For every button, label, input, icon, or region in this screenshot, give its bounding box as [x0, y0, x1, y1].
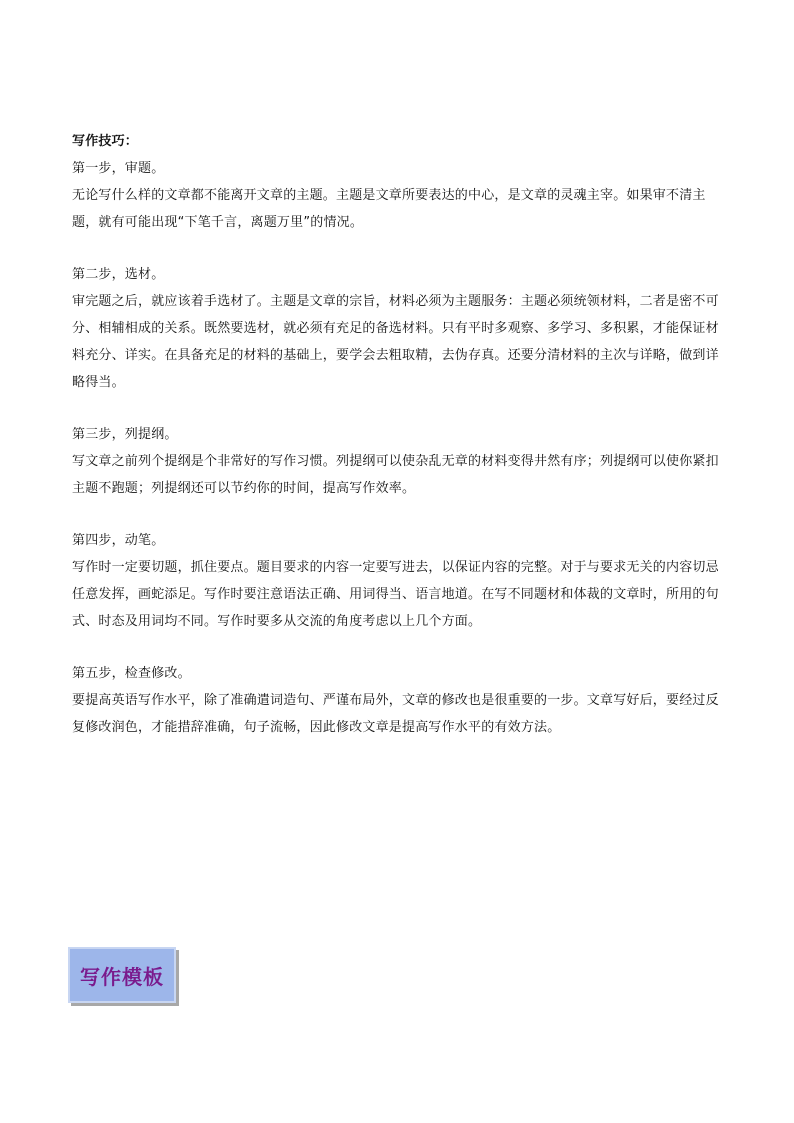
section-heading: 写作技巧： [72, 134, 139, 149]
step-5 [72, 660, 728, 741]
step-body: 写文章之前列个提纲是个非常好的写作习惯。列提纲可以使杂乱无章的材料变得井然有序；列提纲可以使你紧扣主题不跑题；列提纲还可以节约你的时间，提高写作效率。 [72, 454, 719, 496]
step-1 [72, 155, 728, 236]
step-3 [72, 421, 728, 502]
step-title: 第三步，列提纲。 [72, 427, 178, 442]
step-body: 无论写什么样的文章都不能离开文章的主题。主题是文章所要表达的中心，是文章的灵魂主宰。如果审不清主题，就有可能出现“下笔千言，离题万里”的情况。 [72, 188, 706, 230]
document-body [72, 128, 728, 766]
step-body: 要提高英语写作水平，除了准确遣词造句、严谨布局外，文章的修改也是很重要的一步。文章写好后，要经过反复修改润色，才能措辞准确，句子流畅，因此修改文章是提高写作水平的有效方法。 [72, 693, 719, 735]
step-title: 第一步，审题。 [72, 161, 165, 176]
step-title: 第二步，选材。 [72, 267, 165, 282]
step-title: 第五步，检查修改。 [72, 666, 191, 681]
step-body: 写作时一定要切题，抓住要点。题目要求的内容一定要写进去，以保证内容的完整。对于与要求无关的内容切忌任意发挥，画蛇添足。写作时要注意语法正确、用词得当、语言地道。在写不同题材和体裁的文章时，所用的句式、时态及用词均不同。写作时要多从交流的角度考虑以上几个方面。 [72, 560, 719, 629]
template-section-label [68, 947, 176, 1003]
template-section-text: 写作模板 [80, 964, 164, 989]
step-4 [72, 527, 728, 635]
step-title: 第四步，动笔。 [72, 533, 165, 548]
step-2 [72, 261, 728, 396]
step-body: 审完题之后，就应该着手选材了。主题是文章的宗旨，材料必须为主题服务：主题必须统领材料，二者是密不可分、相辅相成的关系。既然要选材，就必须有充足的备选材料。只有平时多观察、多学习、多积累，才能保证材料充分、详实。在具备充足的材料的基础上，要学会去粗取精，去伪存真。还要分清材料的主次与详略，做到详略得当。 [72, 294, 719, 390]
